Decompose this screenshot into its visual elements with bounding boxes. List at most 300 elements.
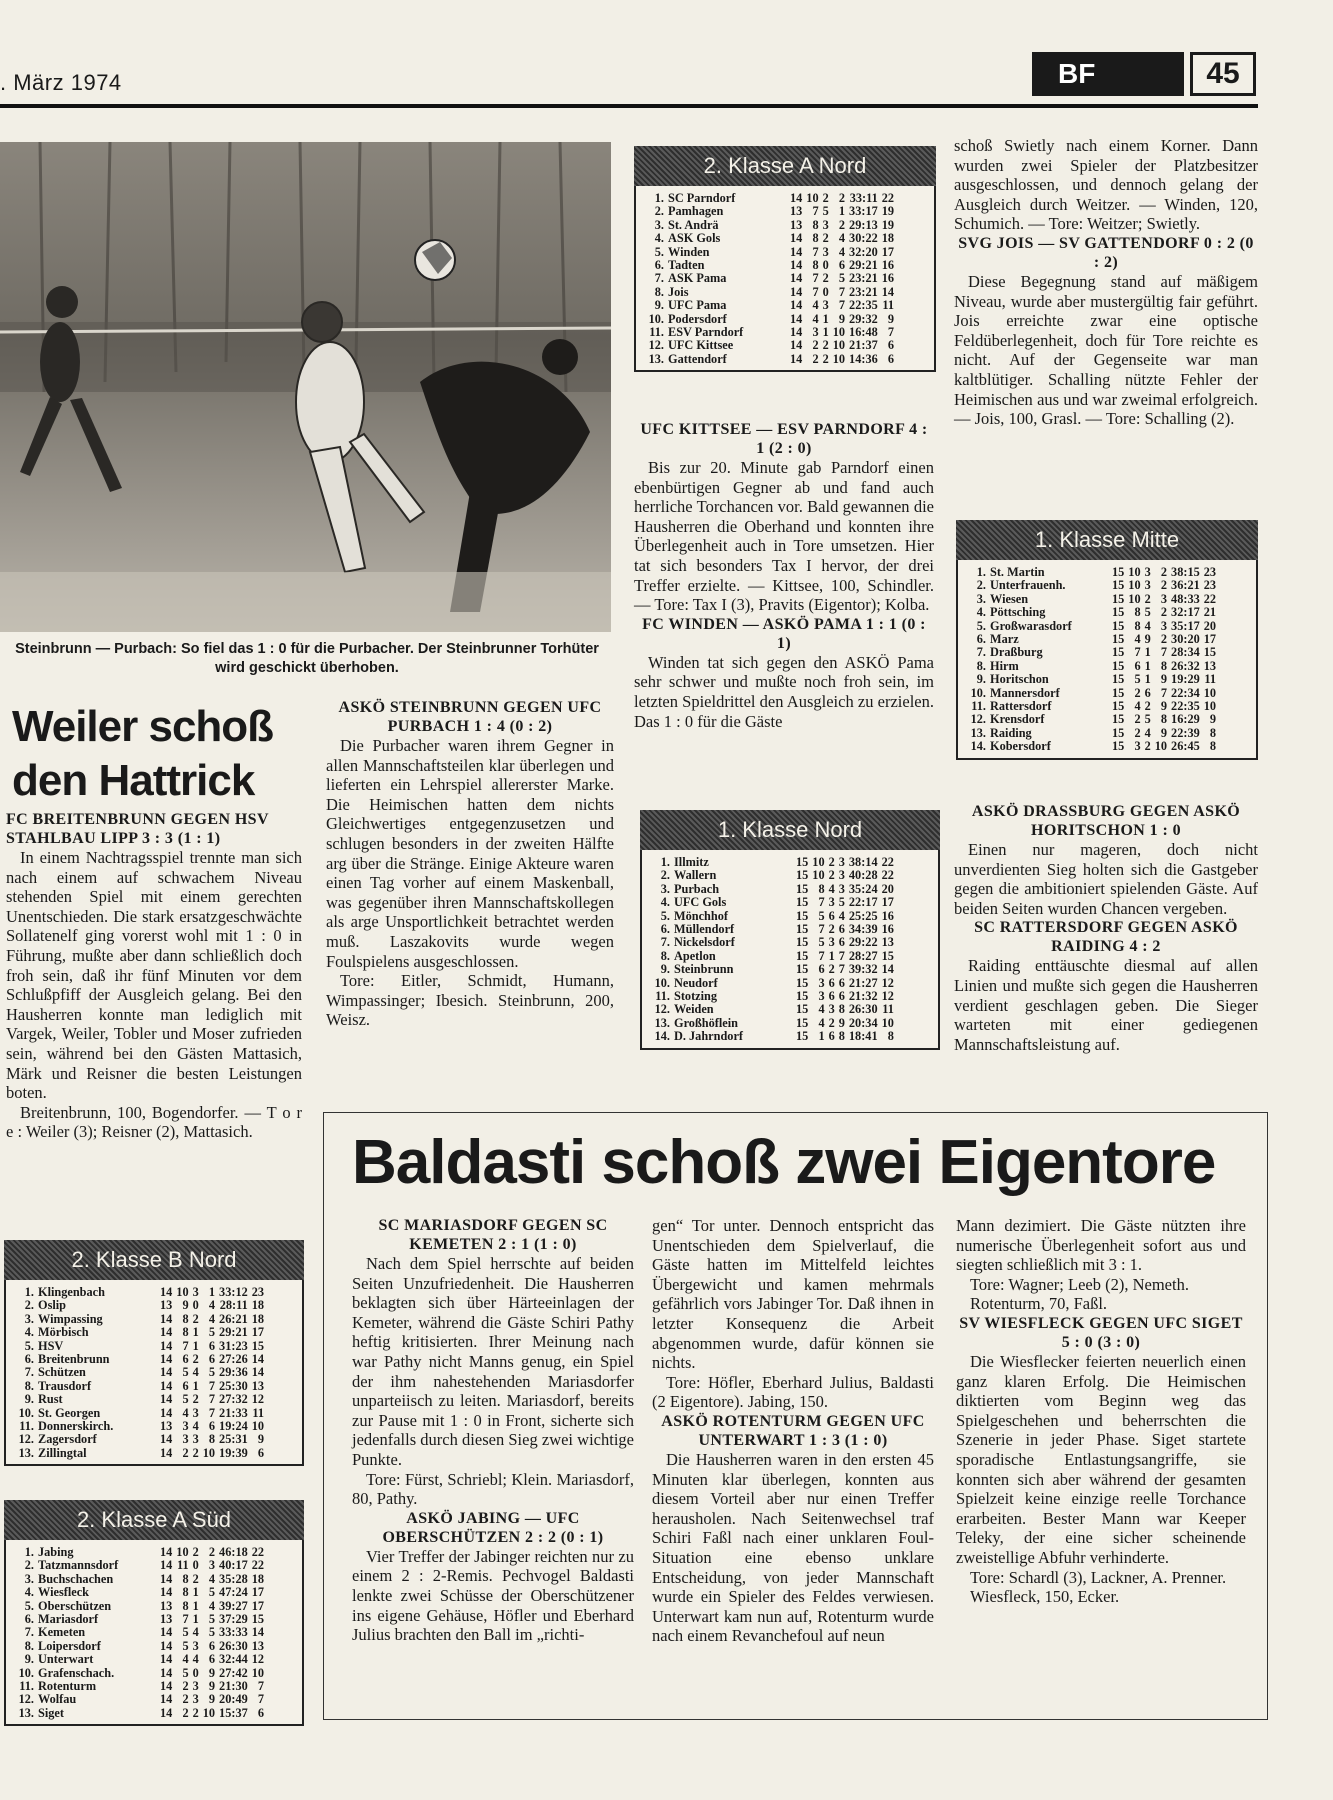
standings-table <box>14 1286 266 1460</box>
rank-cell: 9. <box>24 1392 34 1407</box>
rank-cell: 13. <box>648 351 664 366</box>
stat-cell: 2 <box>192 1545 199 1559</box>
rank-cell: 14. <box>970 739 986 754</box>
stat-cell: 4 <box>182 1405 189 1420</box>
rank-cell: 9. <box>976 672 986 687</box>
rank-cell: 10. <box>18 1665 34 1680</box>
stat-cell: 14 <box>160 1638 173 1653</box>
brand-label: BF <box>1032 52 1184 96</box>
article2-column-1 <box>352 1216 634 1645</box>
team-cell: Neudorf <box>674 975 718 990</box>
stat-cell: 13 <box>1203 658 1217 673</box>
stat-cell: 10 <box>812 868 825 883</box>
table-row <box>650 1017 896 1030</box>
rank-cell: 2. <box>24 1558 34 1573</box>
stat-cell: 0 <box>192 1298 199 1313</box>
stat-cell: 7 <box>208 1392 216 1407</box>
stat-cell: 29:21 <box>849 258 878 273</box>
stat-cell: 15 <box>796 908 809 923</box>
team-cell: UFC Gols <box>674 895 727 910</box>
stat-cell: 14 <box>790 191 803 205</box>
rank-cell: 2. <box>660 868 670 883</box>
rank-cell: 4. <box>24 1325 34 1340</box>
team-cell: Schützen <box>38 1365 86 1380</box>
stat-cell: 7 <box>812 204 819 219</box>
rank-cell: 1. <box>976 565 986 579</box>
team-cell: Großwarasdorf <box>990 618 1072 633</box>
stat-cell: 17 <box>251 1598 265 1613</box>
stat-cell: 8 <box>182 1571 189 1586</box>
stat-cell: 1 <box>192 1612 199 1627</box>
stat-cell: 15 <box>1112 618 1125 633</box>
stat-cell: 11 <box>176 1558 189 1573</box>
stat-cell: 20:34 <box>848 1015 878 1030</box>
stat-cell: 39:32 <box>848 962 878 977</box>
stat-cell: 34:39 <box>848 922 878 937</box>
stat-cell: 6 <box>828 908 835 923</box>
report-winden-continued: schoß Swietly nach einem Korner. Dann wurden zwei Spieler der Platzbesitzer ausgeschlossen, und dennoch gelang der Ausgleich durch Weitzer. — Winden, 120, Schumich. — Tore: Weitzer; Swietly. <box>954 136 1258 234</box>
team-cell: Marz <box>990 632 1019 647</box>
rank-cell: 5. <box>660 908 670 923</box>
stat-cell: 33:33 <box>219 1625 248 1640</box>
stat-cell: 12 <box>251 1652 265 1667</box>
stat-cell: 10 <box>176 1545 189 1559</box>
stat-cell: 14 <box>160 1311 173 1326</box>
stat-cell: 8 <box>1134 605 1141 620</box>
stat-cell: 4 <box>1144 618 1151 633</box>
stat-cell: 26:30 <box>219 1638 248 1653</box>
team-cell: Winden <box>668 244 710 259</box>
report-jois: Diese Begegnung stand auf mäßigem Niveau, wurde aber mustergültig fair geführt. Jois erreichte zwar eine optische Feldüberlegenheit, doch für Tore reichte es nicht. Auf der Gegenseite war man kaltblütiger. Schalling nützte Fehler der Heimischen aus und war zweimal erfolgreich. — Jois, 100, Grasl. — Tore: Schalling (2). <box>954 271 1258 429</box>
stat-cell: 10 <box>1203 685 1217 700</box>
stat-cell: 13 <box>160 1598 173 1613</box>
article-right-lower <box>954 802 1258 1054</box>
report-mariasdorf-scorers: Tore: Fürst, Schriebl; Klein. Mariasdorf, 80, Pathy. <box>352 1469 634 1509</box>
stat-cell: 6 <box>838 989 845 1004</box>
table-row <box>650 856 896 869</box>
stat-cell: 5 <box>208 1612 216 1627</box>
article1-middle-column <box>326 698 614 1030</box>
stat-cell: 2 <box>1144 591 1151 606</box>
match-heading-rattersdorf: SC RATTERSDORF GEGEN ASKÖ RAIDING 4 : 2 <box>974 919 1238 956</box>
team-cell: Oberschützen <box>38 1598 112 1613</box>
stat-cell: 46:18 <box>219 1545 248 1559</box>
stat-cell: 47:24 <box>219 1585 248 1600</box>
stat-cell: 6 <box>828 1029 835 1044</box>
table-row <box>650 896 896 909</box>
stat-cell: 7 <box>812 244 819 259</box>
stat-cell: 14 <box>160 1365 173 1380</box>
stat-cell: 10 <box>1128 565 1141 579</box>
stat-cell: 2 <box>838 191 846 205</box>
team-cell: HSV <box>38 1338 64 1353</box>
stat-cell: 1 <box>192 1378 199 1393</box>
stat-cell: 4 <box>192 1625 199 1640</box>
stat-cell: 14 <box>160 1378 173 1393</box>
article2-column-2 <box>652 1216 934 1646</box>
stat-cell: 21 <box>1203 605 1217 620</box>
stat-cell: 22:34 <box>1171 685 1200 700</box>
rank-cell: 13. <box>970 725 986 740</box>
stat-cell: 5 <box>182 1392 189 1407</box>
report-rotenturm-scorers: Tore: Wagner; Leeb (2), Nemeth. <box>970 1274 1189 1294</box>
match-heading-steinbrunn: ASKÖ STEINBRUNN GEGEN UFC PURBACH 1 : 4 (0 : 2) <box>338 699 602 735</box>
stat-cell: 3 <box>812 325 819 340</box>
stat-cell: 2 <box>1134 712 1141 727</box>
report-mariasdorf: Nach dem Spiel herrschte auf beiden Seiten Unzufriedenheit. Die Hausherren beklagten sich über Härteeinlagen der Kemeter, während die Gäste Schiri Pathy heftig kritisierten. Ihrer Meinung nach war Pathy nicht Manns genug, ein Spiel der ihm nahestehenden Mariasdorfer unparteiisch zu leiten. Mariasdorf, bereits zur Pause mit 1 : 0 in Front, sicherte sich jedenfalls durch diesen Sieg zwei wichtige Punkte. <box>352 1254 634 1469</box>
stat-cell: 3 <box>182 1419 189 1434</box>
stat-cell: 10 <box>202 1445 216 1460</box>
stat-cell: 29:21 <box>219 1325 248 1340</box>
stat-cell: 3 <box>838 868 845 883</box>
rank-cell: 6. <box>976 632 986 647</box>
stat-cell: 19:29 <box>1171 672 1200 687</box>
article-right-column <box>954 136 1258 429</box>
stat-cell: 21:27 <box>848 975 878 990</box>
rank-cell: 12. <box>18 1692 34 1707</box>
stat-cell: 3 <box>818 975 825 990</box>
stat-cell: 17 <box>881 895 894 910</box>
stat-cell: 22 <box>251 1545 265 1559</box>
stat-cell: 25:25 <box>848 908 878 923</box>
stat-cell: 10 <box>1203 699 1217 714</box>
stat-cell: 3 <box>828 895 835 910</box>
stat-cell: 7 <box>182 1612 189 1627</box>
team-cell: Steinbrunn <box>674 962 734 977</box>
stat-cell: 16 <box>881 271 895 286</box>
team-cell: Stotzing <box>674 989 718 1004</box>
stat-cell: 3 <box>208 1558 216 1573</box>
stat-cell: 15 <box>1112 645 1125 660</box>
stat-cell: 4 <box>812 311 819 326</box>
rank-cell: 14. <box>654 1029 670 1044</box>
table-row <box>14 1667 266 1680</box>
stat-cell: 2 <box>828 868 835 883</box>
table-row <box>14 1573 266 1586</box>
stat-cell: 29:13 <box>849 217 878 232</box>
stat-cell: 15 <box>1112 658 1125 673</box>
rank-cell: 6. <box>654 258 664 273</box>
stat-cell: 3 <box>192 1285 199 1299</box>
standings-table <box>14 1546 266 1720</box>
stat-cell: 14 <box>160 1405 173 1420</box>
table-row <box>644 205 896 218</box>
table-title: 2. Klasse B Nord <box>4 1240 304 1280</box>
stat-cell: 6 <box>208 1638 216 1653</box>
stat-cell: 2 <box>192 1352 199 1367</box>
stat-cell: 33:17 <box>849 204 878 219</box>
stat-cell: 15 <box>796 962 809 977</box>
match-heading-breitenbrunn: FC BREITENBRUNN GEGEN HSV STAHLBAU LIPP 3 : 3 (1 : 1) <box>6 811 269 847</box>
stat-cell: 7 <box>182 1338 189 1353</box>
stat-cell: 6 <box>828 989 835 1004</box>
stat-cell: 23:21 <box>849 271 878 286</box>
table-row <box>14 1586 266 1599</box>
stat-cell: 9 <box>1160 699 1168 714</box>
stat-cell: 4 <box>818 1002 825 1017</box>
stat-cell: 22 <box>881 868 894 883</box>
stat-cell: 35:24 <box>848 881 878 896</box>
stat-cell: 1 <box>208 1285 216 1299</box>
stat-cell: 2 <box>822 351 829 366</box>
table-row <box>966 566 1218 579</box>
table-row <box>966 606 1218 619</box>
stat-cell: 2 <box>1160 605 1168 620</box>
stat-cell: 21:37 <box>849 338 878 353</box>
standings-1-klasse-nord <box>640 810 940 1050</box>
team-cell: ASK Gols <box>668 231 721 246</box>
report-jabing: Vier Treffer der Jabinger reichten nur zu einem 2 : 2-Remis. Pechvogel Baldasti lenkte zwei Schüsse der Oberschützener ins eigene Gehäuse, Höfler und Eberhard Julius brachten den Ball im „richti- <box>352 1546 634 1645</box>
rank-cell: 6. <box>24 1352 34 1367</box>
table-row <box>966 673 1218 686</box>
table-title: 1. Klasse Mitte <box>956 520 1258 560</box>
stat-cell: 15 <box>796 881 809 896</box>
match-heading-mariasdorf: SC MARIASDORF GEGEN SC KEMETEN 2 : 1 (1 : 0) <box>378 1217 608 1253</box>
team-cell: Rotenturm <box>38 1679 97 1694</box>
stat-cell: 8 <box>812 258 819 273</box>
report-breitenbrunn-scorers: Breitenbrunn, 100, Bogendorfer. — T o r e : Weiler (3); Reisner (2), Mattasich. <box>6 1102 302 1142</box>
stat-cell: 1 <box>192 1585 199 1600</box>
stat-cell: 18 <box>251 1311 265 1326</box>
stat-cell: 9 <box>208 1679 216 1694</box>
stat-cell: 40:28 <box>848 868 878 883</box>
table-row <box>644 326 896 339</box>
rank-cell: 11. <box>971 699 986 714</box>
stat-cell: 16 <box>881 922 894 937</box>
stat-cell: 14 <box>160 1325 173 1340</box>
report-rotenturm: Die Hausherren waren in den ersten 45 Minuten klar überlegen, konnten aus diesem Vorteil aber nur einen Treffer herausholen. Nach Seitenwechsel traf Schiri Faßl nach einer unklaren Foul-Situation eine ebenso unklare Entscheidung, von jeder Mannschaft wurde ein Spieler des Feldes verwiesen. Unterwart kam nun auf, Rotenturm wurde nach einem Revanchefoul auf neun <box>652 1449 934 1646</box>
stat-cell: 33:12 <box>219 1285 248 1299</box>
stat-cell: 3 <box>818 989 825 1004</box>
report-jabing-continued: gen“ Tor unter. Dennoch entspricht das Unentschieden dem Spielverlauf, die Gäste hatten im Mittelfeld leichtes Übergewicht und kamen mehrmals gefährlich vors Jabinger Tor. Daß ihnen in letzter Konsequenz die Arbeit abgenommen wurde, dafür können sie nichts. <box>652 1216 934 1373</box>
stat-cell: 14 <box>790 231 803 246</box>
team-cell: Mörbisch <box>38 1325 89 1340</box>
table-title: 2. Klasse A Nord <box>634 146 936 186</box>
rank-cell: 1. <box>654 191 664 205</box>
stat-cell: 2 <box>828 922 835 937</box>
team-cell: Pöttsching <box>990 605 1046 620</box>
stat-cell: 14 <box>160 1432 173 1447</box>
stat-cell: 2 <box>828 962 835 977</box>
stat-cell: 3 <box>192 1692 199 1707</box>
stat-cell: 15 <box>1112 712 1125 727</box>
stat-cell: 1 <box>1144 672 1151 687</box>
rank-cell: 10. <box>654 975 670 990</box>
stat-cell: 14 <box>160 1652 173 1667</box>
stat-cell: 10 <box>812 855 825 869</box>
stat-cell: 5 <box>838 895 845 910</box>
rank-cell: 12. <box>648 338 664 353</box>
stat-cell: 36:21 <box>1171 578 1200 593</box>
stat-cell: 11 <box>252 1405 265 1420</box>
stat-cell: 14 <box>160 1285 173 1299</box>
rank-cell: 11. <box>649 325 664 340</box>
stat-cell: 7 <box>1134 645 1141 660</box>
headline-weiler: Weiler schoß den Hattrick <box>12 702 274 805</box>
stat-cell: 32:20 <box>849 244 878 259</box>
team-cell: Wiesen <box>990 591 1029 606</box>
stat-cell: 31:23 <box>219 1338 248 1353</box>
table-row <box>650 963 896 976</box>
rank-cell: 13. <box>18 1445 34 1460</box>
stat-cell: 14 <box>251 1352 265 1367</box>
table-row <box>14 1600 266 1613</box>
stat-cell: 22 <box>1203 591 1217 606</box>
stat-cell: 4 <box>208 1571 216 1586</box>
stat-cell: 14 <box>790 325 803 340</box>
stat-cell: 15 <box>1112 699 1125 714</box>
stat-cell: 7 <box>818 948 825 963</box>
article1-left-column <box>6 810 302 1142</box>
stat-cell: 7 <box>838 284 846 299</box>
rank-cell: 12. <box>654 1002 670 1017</box>
stat-cell: 6 <box>1144 685 1151 700</box>
rank-cell: 5. <box>24 1598 34 1613</box>
stat-cell: 2 <box>1144 699 1151 714</box>
stat-cell: 14:36 <box>849 351 878 366</box>
table-row <box>14 1340 266 1353</box>
rank-cell: 4. <box>976 605 986 620</box>
stat-cell: 3 <box>822 217 829 232</box>
stat-cell: 15 <box>796 855 809 869</box>
stat-cell: 15 <box>1112 578 1125 593</box>
rank-cell: 8. <box>976 658 986 673</box>
stat-cell: 9 <box>1209 712 1217 727</box>
standings-1-klasse-mitte <box>956 520 1258 760</box>
rank-cell: 7. <box>24 1365 34 1380</box>
stat-cell: 2 <box>828 855 835 869</box>
team-cell: Loipersdorf <box>38 1638 101 1653</box>
stat-cell: 6 <box>887 351 895 366</box>
stat-cell: 1 <box>1144 658 1151 673</box>
stat-cell: 22 <box>251 1558 265 1573</box>
stat-cell: 13 <box>160 1298 173 1313</box>
team-cell: Mönchhof <box>674 908 728 923</box>
stat-cell: 6 <box>838 258 846 273</box>
stat-cell: 29:36 <box>219 1365 248 1380</box>
stat-cell: 17 <box>1203 632 1217 647</box>
stat-cell: 14 <box>790 351 803 366</box>
table-row <box>14 1366 266 1379</box>
table-title: 2. Klasse A Süd <box>4 1500 304 1540</box>
rank-cell: 1. <box>24 1545 34 1559</box>
stat-cell: 20 <box>1203 618 1217 633</box>
rank-cell: 7. <box>654 271 664 286</box>
report-breitenbrunn: In einem Nachtragsspiel trennte man sich nach einem auf schwachem Niveau stehenden Spiel mit einem gerechten Unentschieden. Die stark ersatzgeschwächte Sollatenelf ging vorerst wohl mit 1 : 0 in Führung, mußte aber dann schließlich doch froh sein, daß ihr fünf Minuten vor dem Schlußpfiff der Ausgleich gelang. Bei den Hausherren konnte man lediglich mit Vargek, Weiler, Tobler und Moser zufrieden sein, während bei den Gästen Mattasich, Märk und Reisner die besten Leistungen boten. <box>6 848 302 1103</box>
table-row <box>14 1286 266 1299</box>
stat-cell: 15 <box>796 935 809 950</box>
rank-cell: 4. <box>24 1585 34 1600</box>
stat-cell: 10 <box>202 1705 216 1720</box>
stat-cell: 8 <box>1209 739 1217 754</box>
stat-cell: 8 <box>182 1598 189 1613</box>
team-cell: Draßburg <box>990 645 1043 660</box>
stat-cell: 1 <box>192 1338 199 1353</box>
stat-cell: 3 <box>192 1638 199 1653</box>
stat-cell: 26:30 <box>848 1002 878 1017</box>
stat-cell: 4 <box>1134 699 1141 714</box>
stat-cell: 14 <box>160 1558 173 1573</box>
stat-cell: 14 <box>790 298 803 313</box>
stat-cell: 9 <box>838 311 846 326</box>
report-steinbrunn: Die Purbacher waren ihrem Gegner in allen Mannschaftsteilen klar überlegen und lieferten ein Lehrspiel allererster Marke. Die Heimischen hatten dem nichts Gleichwertiges entgegenzusetzen und schlugen besonders in der zweiten Hälfte arg über die Stränge. Einige Akteure waren einen Tag vorher auf einem Maskenball, was gegenüber ihren Mannschaftskollegen als arge Unsportlichkeit betrachtet werden muß. Laszakovits wurde wegen Foulspielens ausgeschlossen. <box>326 736 614 971</box>
team-cell: Rattersdorf <box>990 699 1052 714</box>
stat-cell: 1 <box>192 1325 199 1340</box>
photo-caption: Steinbrunn — Purbach: So fiel das 1 : 0 für die Purbacher. Der Steinbrunner Torhüter wird geschickt überhoben. <box>15 641 599 676</box>
stat-cell: 14 <box>790 244 803 259</box>
stat-cell: 6 <box>887 338 895 353</box>
rank-cell: 7. <box>976 645 986 660</box>
article-mid-column <box>634 420 934 731</box>
table-row <box>14 1693 266 1706</box>
stat-cell: 2 <box>1160 632 1168 647</box>
stat-cell: 14 <box>881 962 894 977</box>
stat-cell: 14 <box>160 1545 173 1559</box>
stat-cell: 8 <box>182 1325 189 1340</box>
stat-cell: 15:37 <box>219 1705 248 1720</box>
rank-cell: 2. <box>654 204 664 219</box>
report-rotenturm-continued: Mann dezimiert. Die Gäste nützten ihre numerische Überlegenheit sofort aus und siegten schließlich mit 3 : 1. <box>956 1216 1246 1275</box>
rank-cell: 8. <box>660 948 670 963</box>
rank-cell: 3. <box>24 1571 34 1586</box>
stat-cell: 4 <box>192 1419 199 1434</box>
team-cell: ASK Pama <box>668 271 727 286</box>
team-cell: St. Andrä <box>668 217 719 232</box>
stat-cell: 3 <box>822 244 829 259</box>
stat-cell: 14 <box>790 271 803 286</box>
stat-cell: 2 <box>192 1445 199 1460</box>
stat-cell: 15 <box>251 1612 265 1627</box>
table-row <box>14 1626 266 1639</box>
table-row <box>644 272 896 285</box>
stat-cell: 15 <box>1112 685 1125 700</box>
stat-cell: 27:42 <box>219 1665 248 1680</box>
stat-cell: 0 <box>822 258 829 273</box>
rank-cell: 9. <box>660 962 670 977</box>
stat-cell: 10 <box>176 1285 189 1299</box>
stat-cell: 22:35 <box>849 298 878 313</box>
stat-cell: 14 <box>790 284 803 299</box>
team-cell: Nickelsdorf <box>674 935 735 950</box>
table-row <box>966 593 1218 606</box>
stat-cell: 19 <box>881 217 895 232</box>
stat-cell: 6 <box>208 1419 216 1434</box>
team-cell: Unterwart <box>38 1652 94 1667</box>
stat-cell: 15 <box>796 868 809 883</box>
stat-cell: 22:39 <box>1171 725 1200 740</box>
table-row <box>650 1030 896 1043</box>
team-cell: Donnerskirch. <box>38 1419 114 1434</box>
stat-cell: 0 <box>822 284 829 299</box>
stat-cell: 3 <box>192 1679 199 1694</box>
team-cell: UFC Kittsee <box>668 338 734 353</box>
stat-cell: 0 <box>192 1558 199 1573</box>
team-cell: Raiding <box>990 725 1032 740</box>
stat-cell: 9 <box>208 1692 216 1707</box>
rank-cell: 10. <box>648 311 664 326</box>
table-row <box>650 1003 896 1016</box>
stat-cell: 5 <box>1144 605 1151 620</box>
match-heading-rotenturm: ASKÖ ROTENTURM GEGEN UFC UNTERWART 1 : 3 (1 : 0) <box>661 1412 925 1449</box>
team-cell: Kemeten <box>38 1625 86 1640</box>
stat-cell: 2 <box>192 1705 199 1720</box>
stat-cell: 8 <box>818 881 825 896</box>
stat-cell: 2 <box>1144 739 1151 754</box>
stat-cell: 4 <box>208 1298 216 1313</box>
table-row <box>14 1680 266 1693</box>
stat-cell: 20:49 <box>219 1692 248 1707</box>
team-cell: Siget <box>38 1705 64 1720</box>
